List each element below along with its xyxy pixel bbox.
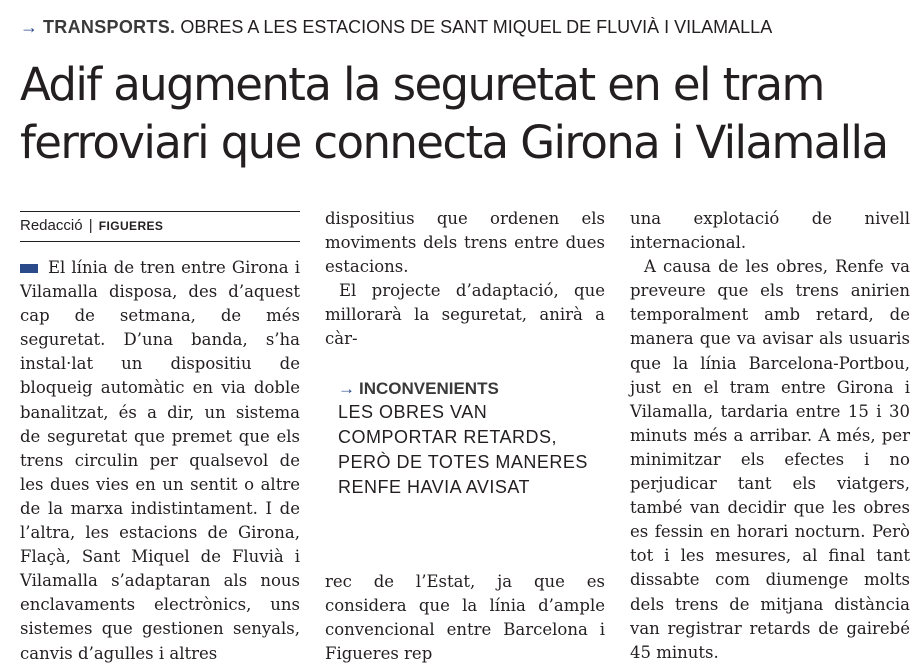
article-headline: Adif augmenta la seguretat en el tram ferroviari que connecta Girona i Vilamalla	[20, 58, 888, 169]
paragraph	[20, 256, 300, 666]
arrow-right-icon: →	[20, 17, 38, 37]
paragraph: A causa de les obres, Renfe va preveure que els trens anirien temporalment amb retard, de manera que va avisar als usuaris que la línia Barcelona-Portbou, just en el tram entre Girona i Vilamalla, tardaria entre 15 i 30 minuts més a arribar. A més, per minimitzar els efectes i no perjudicar tant els viatgers, també van decidir que les obres es fessin en horari nocturn. Però tot i les mesures, al final tant dissabte com diumenge molts dels trens de mitjana distància van registrar retards de gairebé 45 minuts.	[630, 257, 910, 662]
byline-top-rule	[20, 211, 300, 212]
pull-quote-tag	[338, 378, 608, 400]
section-label: TRANSPORTS.	[43, 17, 176, 37]
paragraph: dispositius que ordenen els moviments dels trens entre dues estacions.	[325, 209, 605, 277]
byline-bottom-rule	[20, 241, 300, 242]
paragraph-start-marker-icon	[20, 264, 38, 273]
byline-author: Redacció	[20, 217, 83, 234]
pull-quote	[338, 378, 608, 500]
article-column-1	[20, 256, 300, 666]
paragraph: rec de l’Estat, ja que es considera que la línia d’ample convencional entre Barcelona i Figueres rep	[325, 572, 605, 664]
paragraph: una explotació de nivell internacional.	[630, 209, 910, 253]
paragraph-text: El línia de tren entre Girona i Vilamalla disposa, des d’aquest cap de setmana, de més seguretat. D’una banda, s’ha instal·lat un dispositiu de bloqueig automàtic en via doble banalitzat, és a dir, un sistema de seguretat que premet que els trens circulin per qualsevol de les dues vies en un sentit o altre de la marxa indistintament. I de l’altra, les estacions de Girona, Flaçà, Sant Miquel de Fluvià i Vilamalla s’adaptaran als nous enclavaments electrònics, uns sistemes que gestionen senyals, canvis d’agulles i altres	[20, 258, 300, 663]
paragraph: El projecte d’adaptació, que millorarà la seguretat, anirà a càr-	[325, 281, 605, 349]
byline-separator: |	[88, 217, 93, 234]
arrow-right-icon: →	[338, 379, 355, 398]
article-kicker	[20, 14, 910, 40]
kicker-subtitle: OBRES A LES ESTACIONS DE SANT MIQUEL DE FLUVIÀ I VILAMALLA	[180, 17, 773, 37]
byline	[20, 214, 300, 238]
article-column-3	[630, 207, 910, 665]
pull-quote-text: LES OBRES VAN COMPORTAR RETARDS, PERÒ DE TOTES MANERES RENFE HAVIA AVISAT	[338, 402, 588, 497]
pull-quote-tag-label: INCONVENIENTS	[359, 379, 499, 398]
byline-place: FIGUERES	[98, 219, 164, 233]
article-column-2-bottom	[325, 570, 605, 666]
article-column-2-top	[325, 207, 605, 352]
